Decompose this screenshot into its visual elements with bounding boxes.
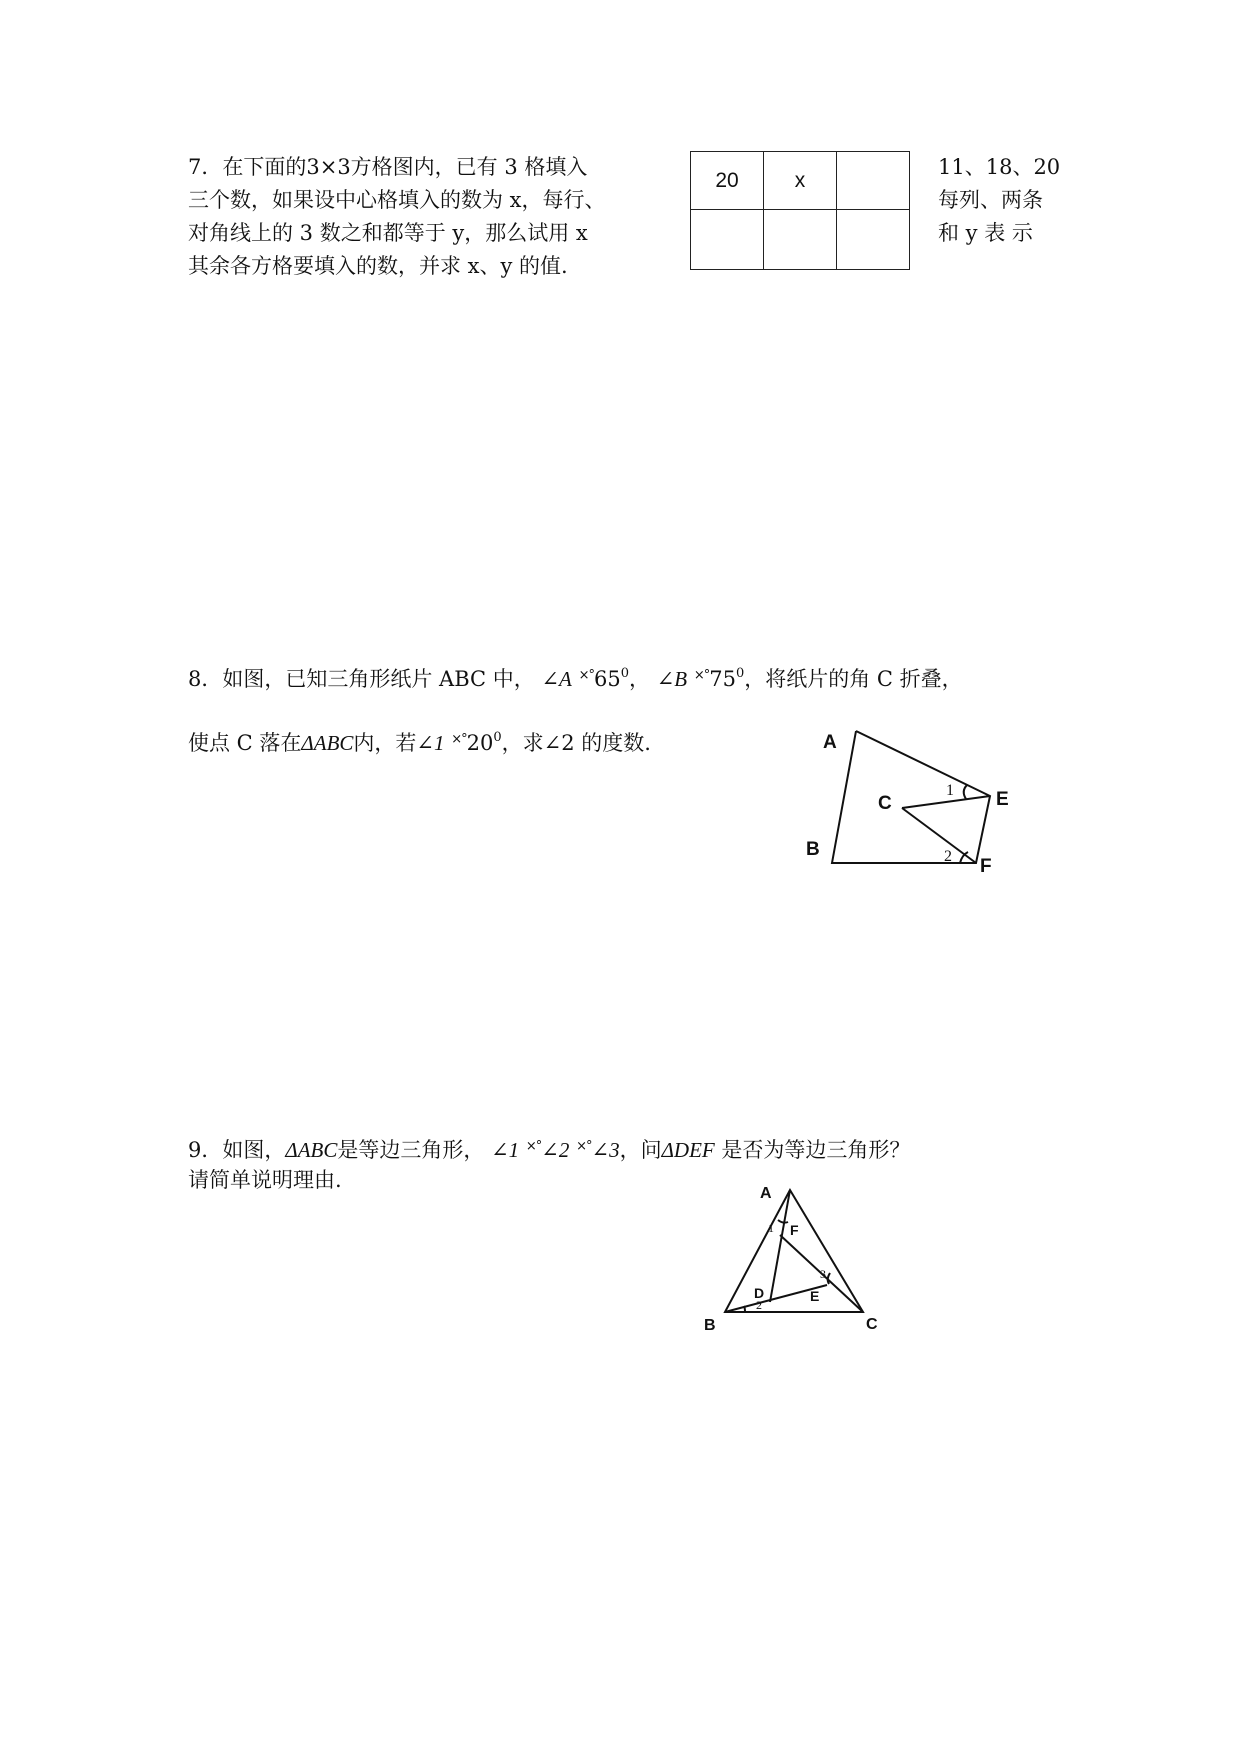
q8-text: ，求∠2 的度数. — [501, 731, 651, 755]
label-c: C — [878, 793, 892, 814]
angle-2-arc — [744, 1306, 745, 1312]
garbled-symbol: ×° — [451, 732, 467, 747]
grid-cell — [837, 210, 910, 270]
angle-1-value: 20 — [466, 731, 494, 755]
angle-b-value: 75 — [709, 667, 736, 691]
grid-cell — [764, 210, 837, 270]
label-e: E — [996, 789, 1009, 810]
q8-line-2 — [188, 722, 651, 759]
garbled-symbol: ×° — [693, 668, 710, 683]
q7-line-1: 7．在下面的3×3方格图内，已有 3 格填入 — [188, 155, 588, 179]
magic-square-grid — [690, 151, 910, 270]
grid-cell — [837, 152, 910, 210]
garbled-symbol: ×° — [578, 668, 594, 683]
q9-line-2: 请简单说明理由. — [188, 1168, 342, 1192]
q9-text: 是否为等边三角形？ — [721, 1138, 911, 1162]
label-angle-2: 2 — [756, 1298, 762, 1312]
angle-3: ∠3 — [591, 1138, 620, 1162]
q8-text: 8．如图，已知三角形纸片 ABC 中， — [188, 667, 535, 691]
label-b: B — [704, 1317, 716, 1334]
q7-line-2: 三个数，如果设中心格填入的数为 x，每行、 — [188, 188, 606, 212]
equilateral-triangle-figure — [690, 1180, 910, 1340]
q7-right-line-3: 和 y 表 示 — [938, 221, 1033, 245]
fold-triangle-figure — [790, 715, 1040, 875]
q9-text: 是等边三角形， — [337, 1138, 485, 1162]
angle-b: ∠B — [656, 667, 688, 691]
q7-line-4: 其余各方格要填入的数，并求 x、y 的值. — [188, 254, 568, 278]
label-f: F — [790, 1222, 799, 1238]
angle-2: ∠2 — [541, 1138, 570, 1162]
triangle-abc: ΔABC — [285, 1138, 338, 1162]
angle-1-arc — [778, 1220, 788, 1223]
angle-a-value: 65 — [593, 667, 621, 691]
triangle-abc: ΔABC — [301, 731, 354, 755]
q9-text: ，问 — [619, 1138, 662, 1162]
degree-mark: 0 — [735, 666, 745, 681]
figure-outline — [832, 731, 990, 863]
grid-cell — [691, 210, 764, 270]
grid-cell: 20 — [691, 152, 764, 210]
label-b: B — [806, 839, 820, 860]
q8-text: ，将纸片的角 C 折叠， — [744, 667, 963, 691]
label-angle-1: 1 — [946, 782, 954, 799]
q8-text: 内，若 — [353, 731, 417, 755]
triangle-def: ΔDEF — [661, 1138, 715, 1162]
label-e: E — [810, 1288, 820, 1304]
q9-line-1 — [188, 1131, 910, 1166]
angle-a: ∠A — [541, 667, 572, 691]
label-angle-2: 2 — [944, 848, 952, 865]
q7-right-line-1: 11、18、20 — [938, 155, 1061, 179]
comma: ， — [629, 667, 650, 691]
q8-line-1 — [188, 658, 963, 695]
label-angle-1: 1 — [768, 1221, 774, 1235]
angle-1-arc — [964, 785, 967, 799]
degree-mark: 0 — [493, 730, 502, 745]
label-c: C — [866, 1316, 878, 1333]
angle-2-arc — [960, 852, 968, 863]
label-f: F — [980, 856, 992, 875]
degree-mark: 0 — [620, 666, 629, 681]
angle-1: ∠1 — [491, 1138, 520, 1162]
garbled-symbol: ×° — [525, 1139, 542, 1154]
label-a: A — [823, 732, 837, 753]
grid-cell: x — [764, 152, 837, 210]
q7-line-3: 对角线上的 3 数之和都等于 y，那么试用 x — [188, 221, 588, 245]
angle-1: ∠1 — [416, 731, 445, 755]
label-a: A — [760, 1185, 772, 1202]
garbled-symbol: ×° — [576, 1139, 592, 1154]
q8-text: 使点 C 落在 — [188, 731, 302, 755]
q7-right-line-2: 每列、两条 — [938, 188, 1043, 212]
label-angle-3: 3 — [820, 1267, 826, 1281]
q9-text: 9．如图， — [188, 1138, 286, 1162]
label-d: D — [754, 1285, 765, 1301]
